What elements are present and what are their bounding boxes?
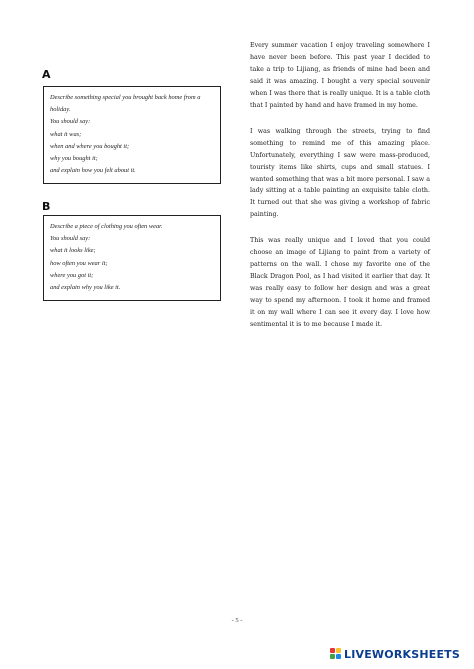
liveworksheets-brand[interactable] xyxy=(330,645,460,663)
task-a-line: when and where you bought it; xyxy=(50,142,130,150)
page-number: - 5 - xyxy=(231,617,243,624)
model-answer-text xyxy=(250,40,430,345)
section-a-letter: A xyxy=(42,68,51,81)
article-paragraph: Every summer vacation I enjoy traveling somewhere I have never been before. This past year I decided to take a trip to Lijiang, as friends of mine had been and said it was amazing. I bought a very special souvenir when I was there that is really unique. It is a table cloth that I painted by hand and have framed in my home. xyxy=(250,42,430,109)
liveworksheets-logo-icon xyxy=(330,648,342,660)
task-a-line: and explain how you felt about it. xyxy=(50,167,136,175)
task-b-prompt: Describe a piece of clothing you often wear. xyxy=(50,223,163,230)
task-b-line: where you got it; xyxy=(50,271,94,279)
article-paragraph: I was walking through the streets, trying to find something to remind me of this amazing place. Unfortunately, everything I saw were mass-produced, touristy items like shirts, cups and small statues. I wanted something that was a bit more personal. I saw a lady sitting at a table painting an exquisite table cloth. It turned out that she was giving a workshop of fabric painting. xyxy=(250,127,430,219)
task-card-b xyxy=(43,215,221,301)
task-b-line: what it looks like; xyxy=(50,247,96,255)
task-card-a xyxy=(43,86,221,184)
brand-name: LIVEWORKSHEETS xyxy=(344,647,460,661)
task-a-line: You should say: xyxy=(50,118,91,126)
task-a-line: what it was; xyxy=(50,130,82,138)
task-b-line: You should say: xyxy=(50,235,91,243)
section-b-letter: B xyxy=(42,200,51,213)
task-b-line: how often you wear it; xyxy=(50,259,108,267)
task-a-prompt: Describe something special you brought back home from a holiday. xyxy=(50,94,201,114)
task-b-line: and explain why you like it. xyxy=(50,284,121,292)
task-a-line: why you bought it; xyxy=(50,155,98,163)
article-paragraph: This was really unique and I loved that you could choose an image of Lijiang to paint from a variety of patterns on the wall. I chose my favorite one of the Black Dragon Pool, as I had visited it earlier that day. It was really easy to follow her design and was a great way to spend my afternoon. I took it home and framed it on my wall where I can see it every day. I love how sentimental it is to me because I made it. xyxy=(250,237,430,329)
